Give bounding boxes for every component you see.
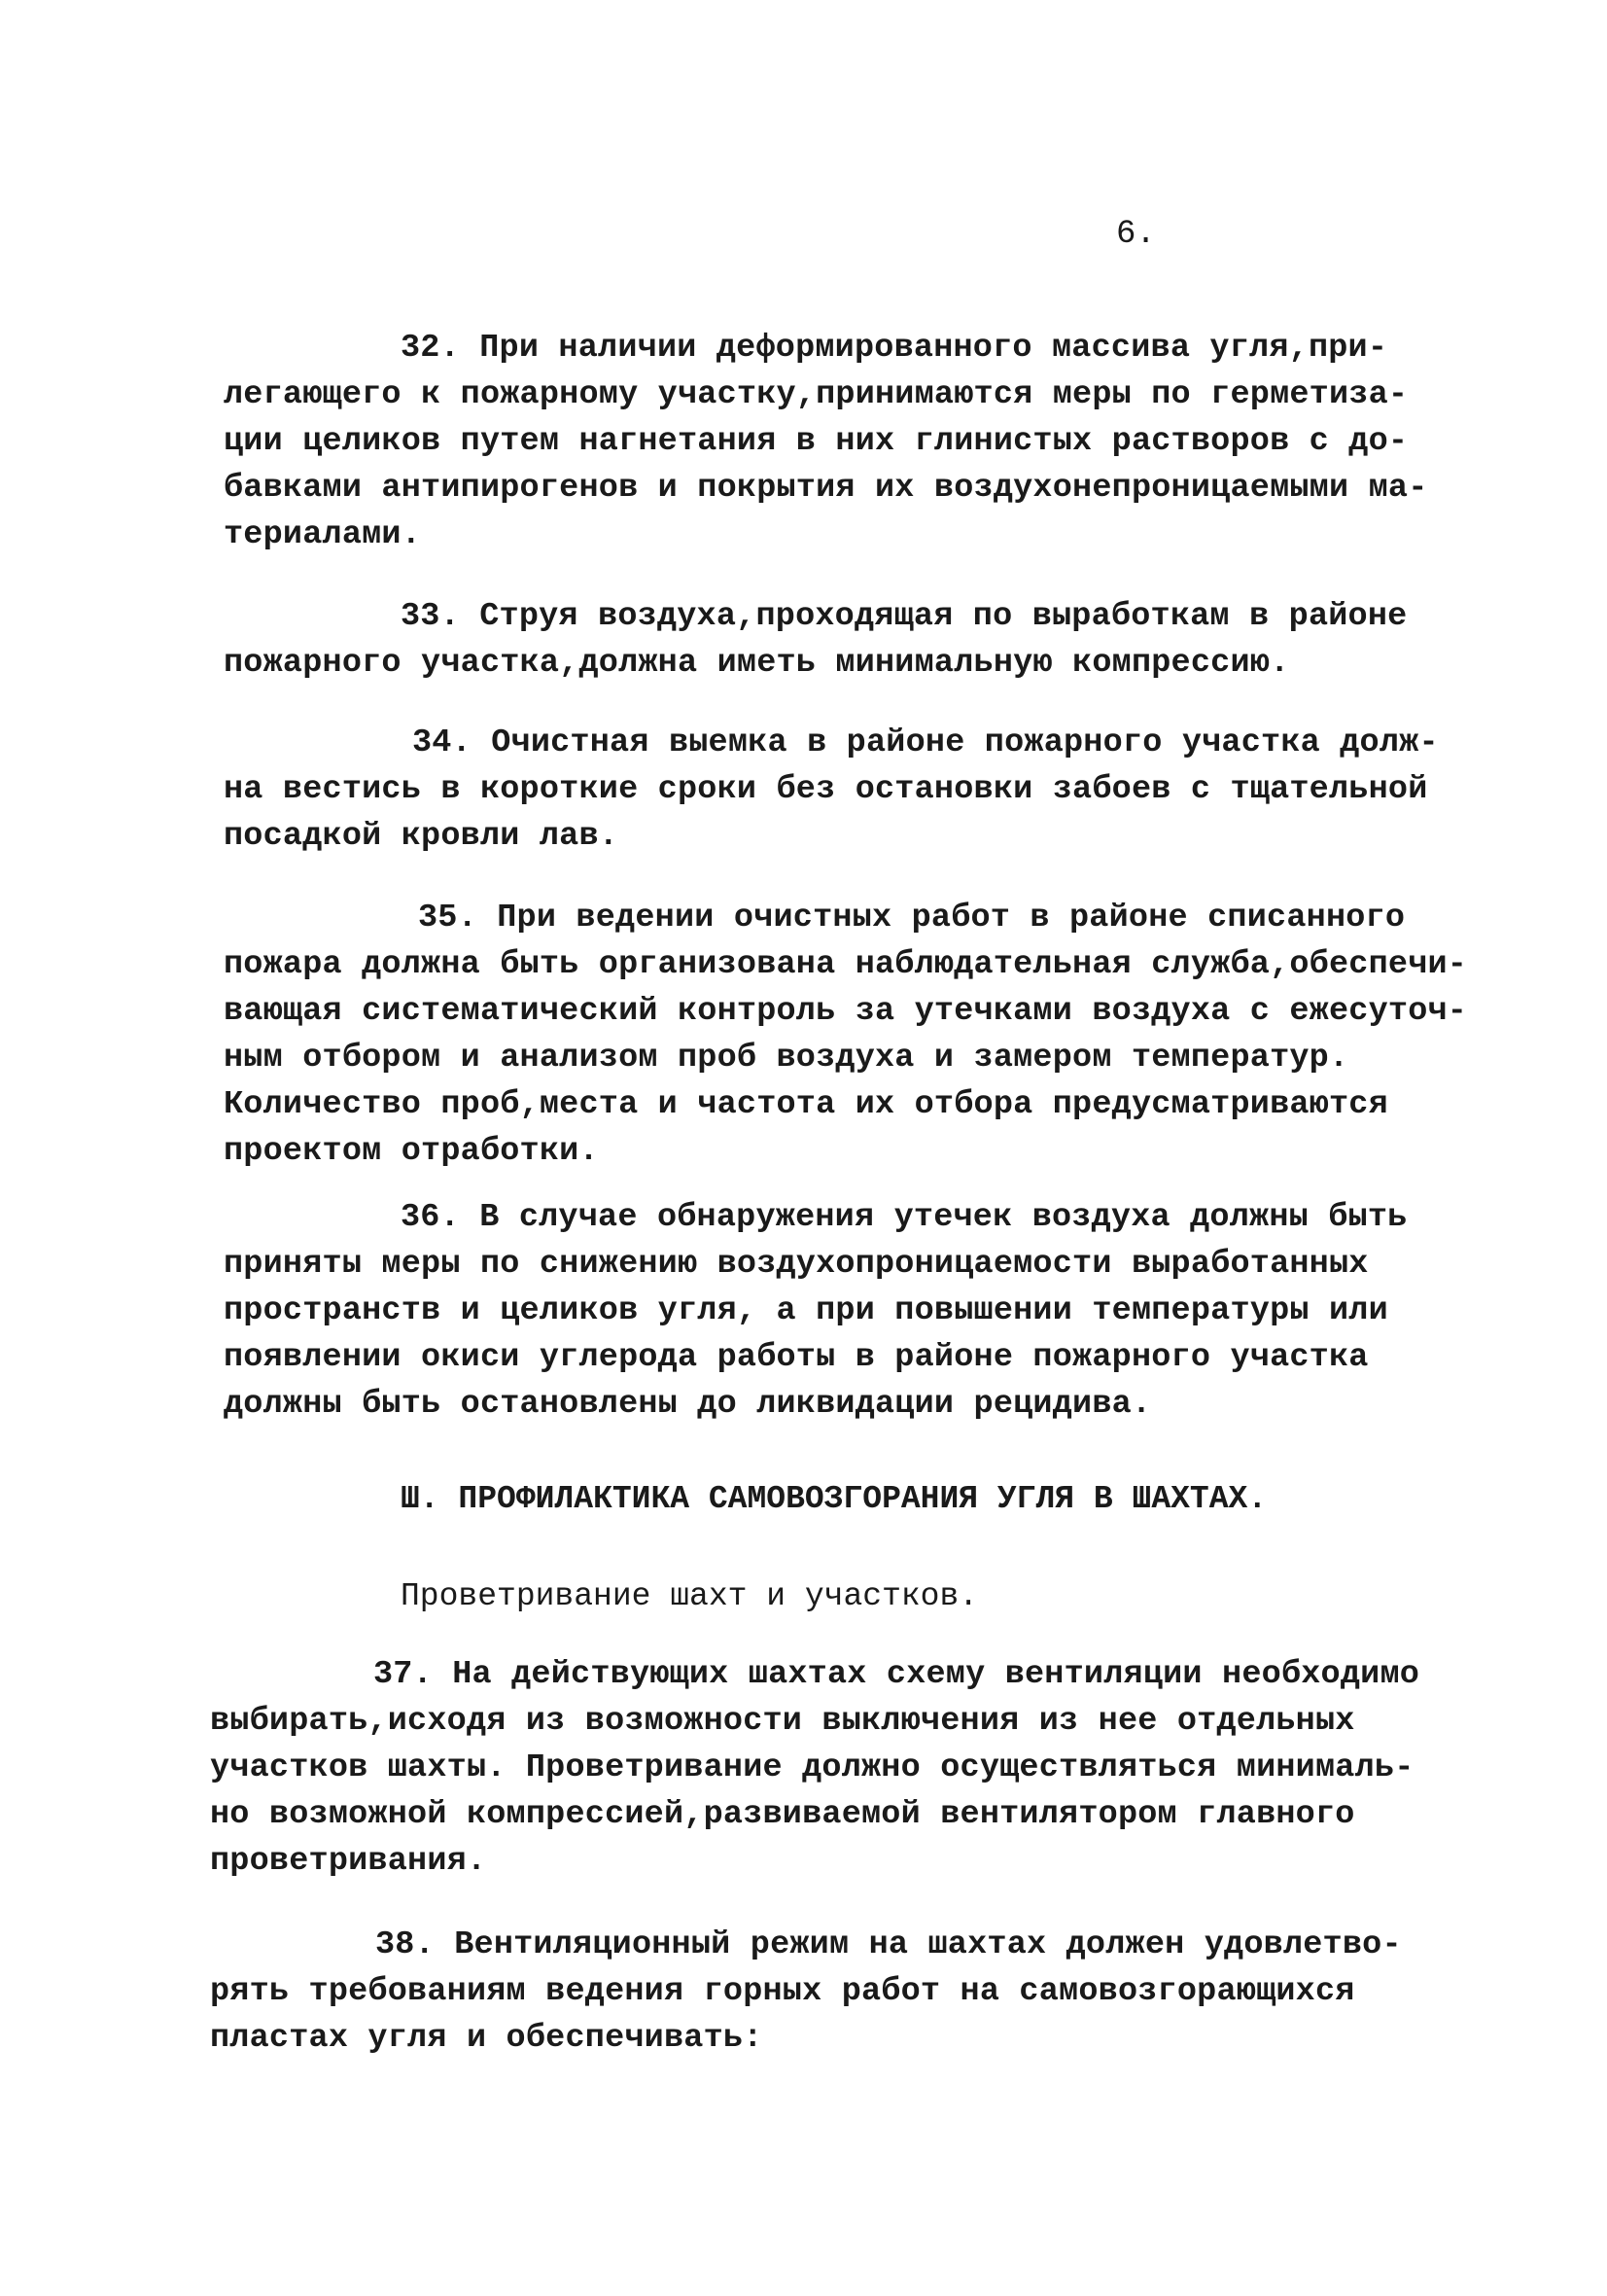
text-line: 33. Струя воздуха,проходящая по выработкам в районе (401, 598, 1408, 635)
text-line: легающего к пожарному участку,принимаются меры по герметиза- (224, 376, 1409, 413)
text-line: посадкой кровли лав. (224, 818, 619, 855)
text-line: приняты меры по снижению воздухопроницаемости выработанных (224, 1246, 1369, 1283)
text-line: но возможной компрессией,развиваемой вентилятором главного (210, 1796, 1355, 1833)
text-line: участков шахты. Проветривание должно осуществляться минималь- (210, 1749, 1415, 1786)
subheading: Проветривание шахт и участков. (401, 1578, 979, 1614)
text-line: выбирать,исходя из возможности выключения из нее отдельных (210, 1703, 1355, 1740)
text-line: пластах угля и обеспечивать: (210, 2020, 763, 2057)
text-line: рять требованиям ведения горных работ на самовозгорающихся (210, 1973, 1355, 2010)
text-line: 32. При наличии деформированного массива угля,при- (401, 330, 1388, 367)
page-number: 6. (1116, 216, 1156, 253)
text-line: появлении окиси углерода работы в районе пожарного участка (224, 1339, 1369, 1376)
text-line: Количество проб,места и частота их отбора предусматриваются (224, 1086, 1388, 1123)
text-line: на вестись в короткие сроки без остановки забоев с тщательной (224, 771, 1428, 808)
text-line: 38. Вентиляционный режим на шахтах должен удовлетво- (375, 1926, 1402, 1963)
text-line: ным отбором и анализом проб воздуха и замером температур. (224, 1040, 1349, 1077)
text-line: пожарного участка,должна иметь минимальную компрессию. (224, 645, 1290, 682)
text-line: териалами. (224, 516, 422, 553)
text-line: 36. В случае обнаружения утечек воздуха должны быть (401, 1199, 1408, 1236)
text-line: бавками антипирогенов и покрытия их воздухонепроницаемыми ма- (224, 470, 1428, 507)
text-line: проветривания. (210, 1843, 487, 1880)
section-heading: Ш. ПРОФИЛАКТИКА САМОВОЗГОРАНИЯ УГЛЯ В ШАХТАХ. (401, 1481, 1268, 1517)
text-line: вающая систематический контроль за утечками воздуха с ежесуточ- (224, 993, 1468, 1030)
text-line: должны быть остановлены до ликвидации рецидива. (224, 1386, 1152, 1423)
text-line: пространств и целиков угля, а при повышении температуры или (224, 1292, 1388, 1329)
text-line: 34. Очистная выемка в районе пожарного участка долж- (412, 724, 1439, 761)
text-line: ции целиков путем нагнетания в них глинистых растворов с до- (224, 423, 1409, 460)
text-line: пожара должна быть организована наблюдательная служба,обеспечи- (224, 946, 1468, 983)
text-line: проектом отработки. (224, 1133, 599, 1170)
text-line: 37. На действующих шахтах схему вентиляции необходимо (373, 1656, 1420, 1693)
text-line: 35. При ведении очистных работ в районе списанного (418, 900, 1406, 936)
